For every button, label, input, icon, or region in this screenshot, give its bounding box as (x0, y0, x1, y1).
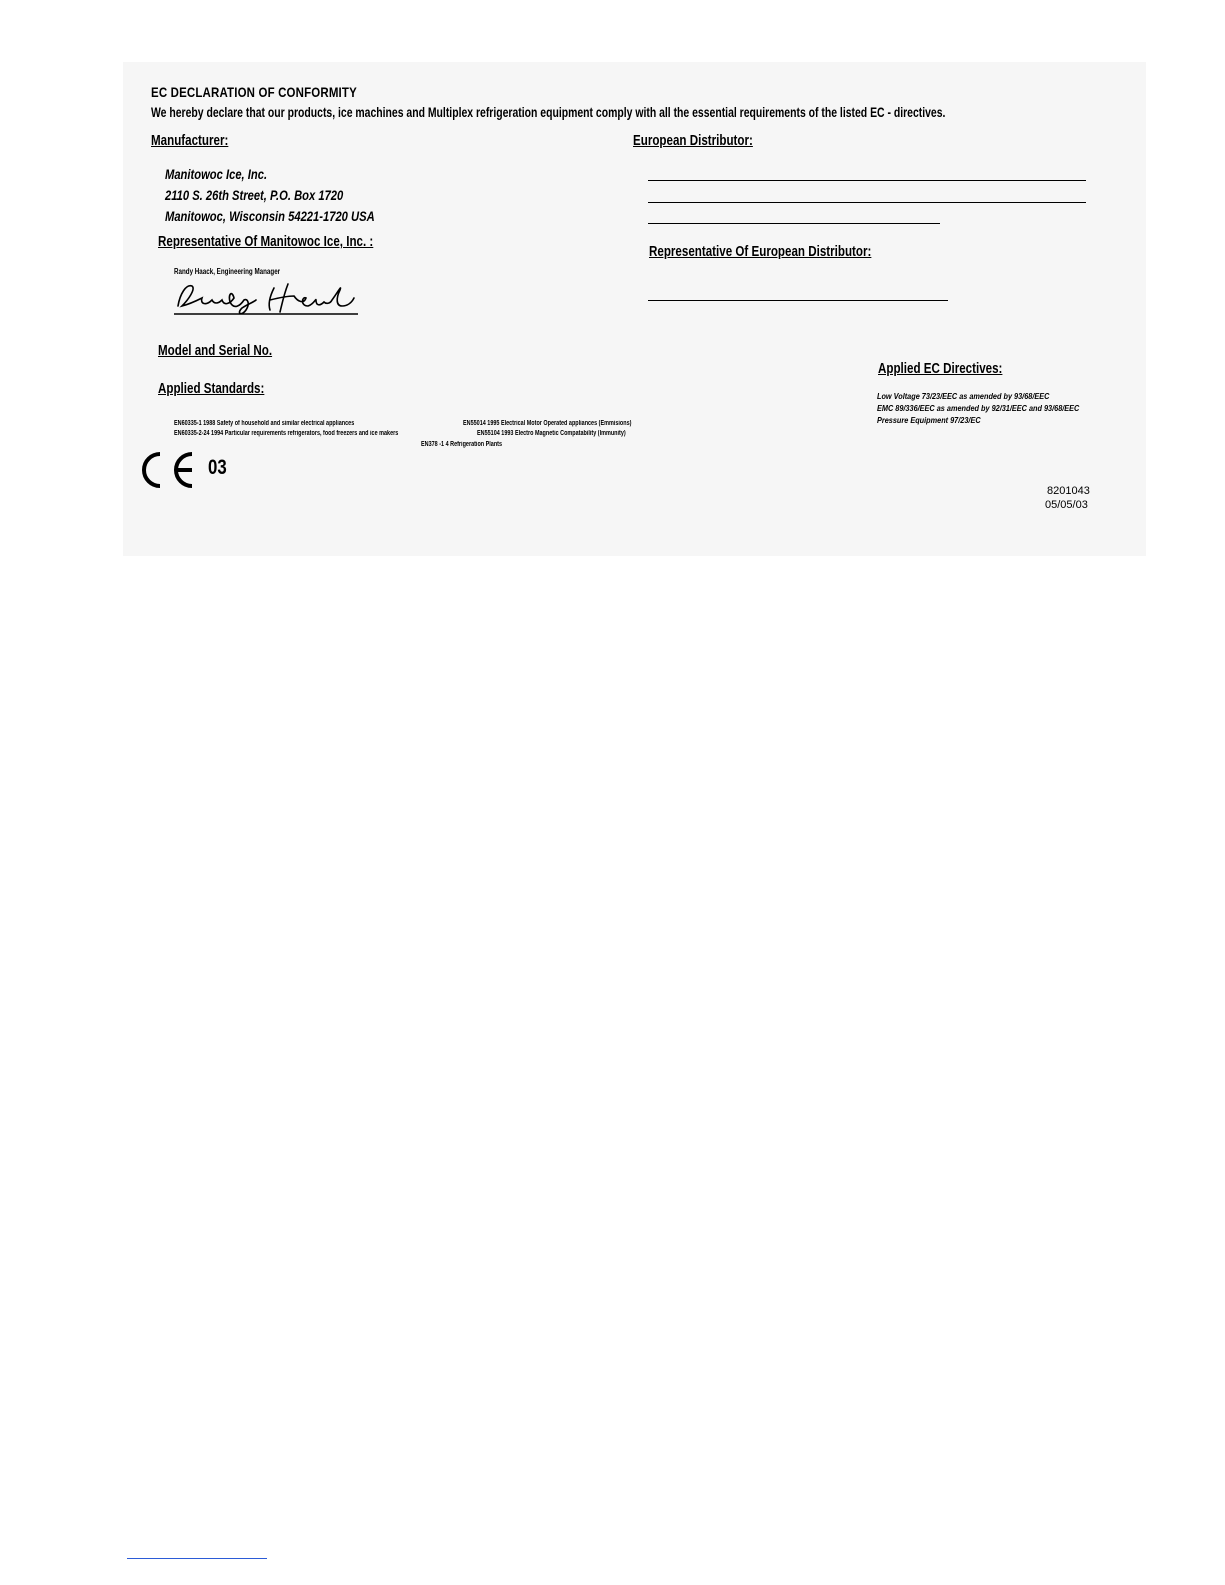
standard-item: EN55104 1993 Electro Magnetic Compatability (Immunity) (477, 430, 626, 437)
ce-notified-body-number: 03 (208, 456, 227, 479)
applied-directives-heading: Applied EC Directives: (878, 361, 1003, 377)
standard-item: EN60335-2-24 1994 Particular requirements refrigerators, food freezers and ice makers (174, 430, 399, 437)
model-serial-heading: Model and Serial No. (158, 343, 273, 359)
directive-item: Pressure Equipment 97/23/EC (877, 415, 981, 425)
manufacturer-name: Manitowoc Ice, Inc. (165, 166, 268, 182)
signature (170, 276, 365, 321)
distributor-line (648, 202, 1086, 203)
european-distributor-heading: European Distributor: (633, 133, 753, 149)
applied-standards-heading: Applied Standards: (158, 381, 265, 397)
manufacturer-street: 2110 S. 26th Street, P.O. Box 1720 (165, 187, 344, 203)
standard-item: EN55014 1995 Electrical Motor Operated appliances (Emmisions) (463, 420, 632, 427)
manufacturer-heading: Manufacturer: (151, 133, 229, 149)
standard-item: EN60335-1 1988 Safety of household and similar electrical appliances (174, 420, 355, 427)
document-number: 8201043 (1047, 485, 1090, 497)
distributor-line (648, 180, 1086, 181)
representative-name: Randy Haack, Engineering Manager (174, 267, 281, 276)
document-title: EC DECLARATION OF CONFORMITY (151, 84, 357, 100)
ce-mark-icon (140, 450, 200, 490)
manufacturer-representative-heading: Representative Of Manitowoc Ice, Inc. : (158, 234, 374, 250)
distributor-representative-heading: Representative Of European Distributor: (649, 244, 872, 260)
document-date: 05/05/03 (1045, 499, 1088, 511)
directive-item: Low Voltage 73/23/EEC as amended by 93/68/EEC (877, 391, 1050, 401)
manufacturer-city: Manitowoc, Wisconsin 54221-1720 USA (165, 208, 375, 224)
footer-link-underline (127, 1558, 267, 1559)
directive-item: EMC 89/336/EEC as amended by 92/31/EEC and 93/68/EEC (877, 403, 1080, 413)
distributor-line (648, 223, 940, 224)
standard-item: EN378 -1 4 Refrigeration Plants (421, 441, 503, 448)
declaration-statement: We hereby declare that our products, ice machines and Multiplex refrigeration equipment comply with all the essential requirements of the listed EC - directives. (151, 104, 946, 120)
distributor-signature-line (648, 300, 948, 301)
